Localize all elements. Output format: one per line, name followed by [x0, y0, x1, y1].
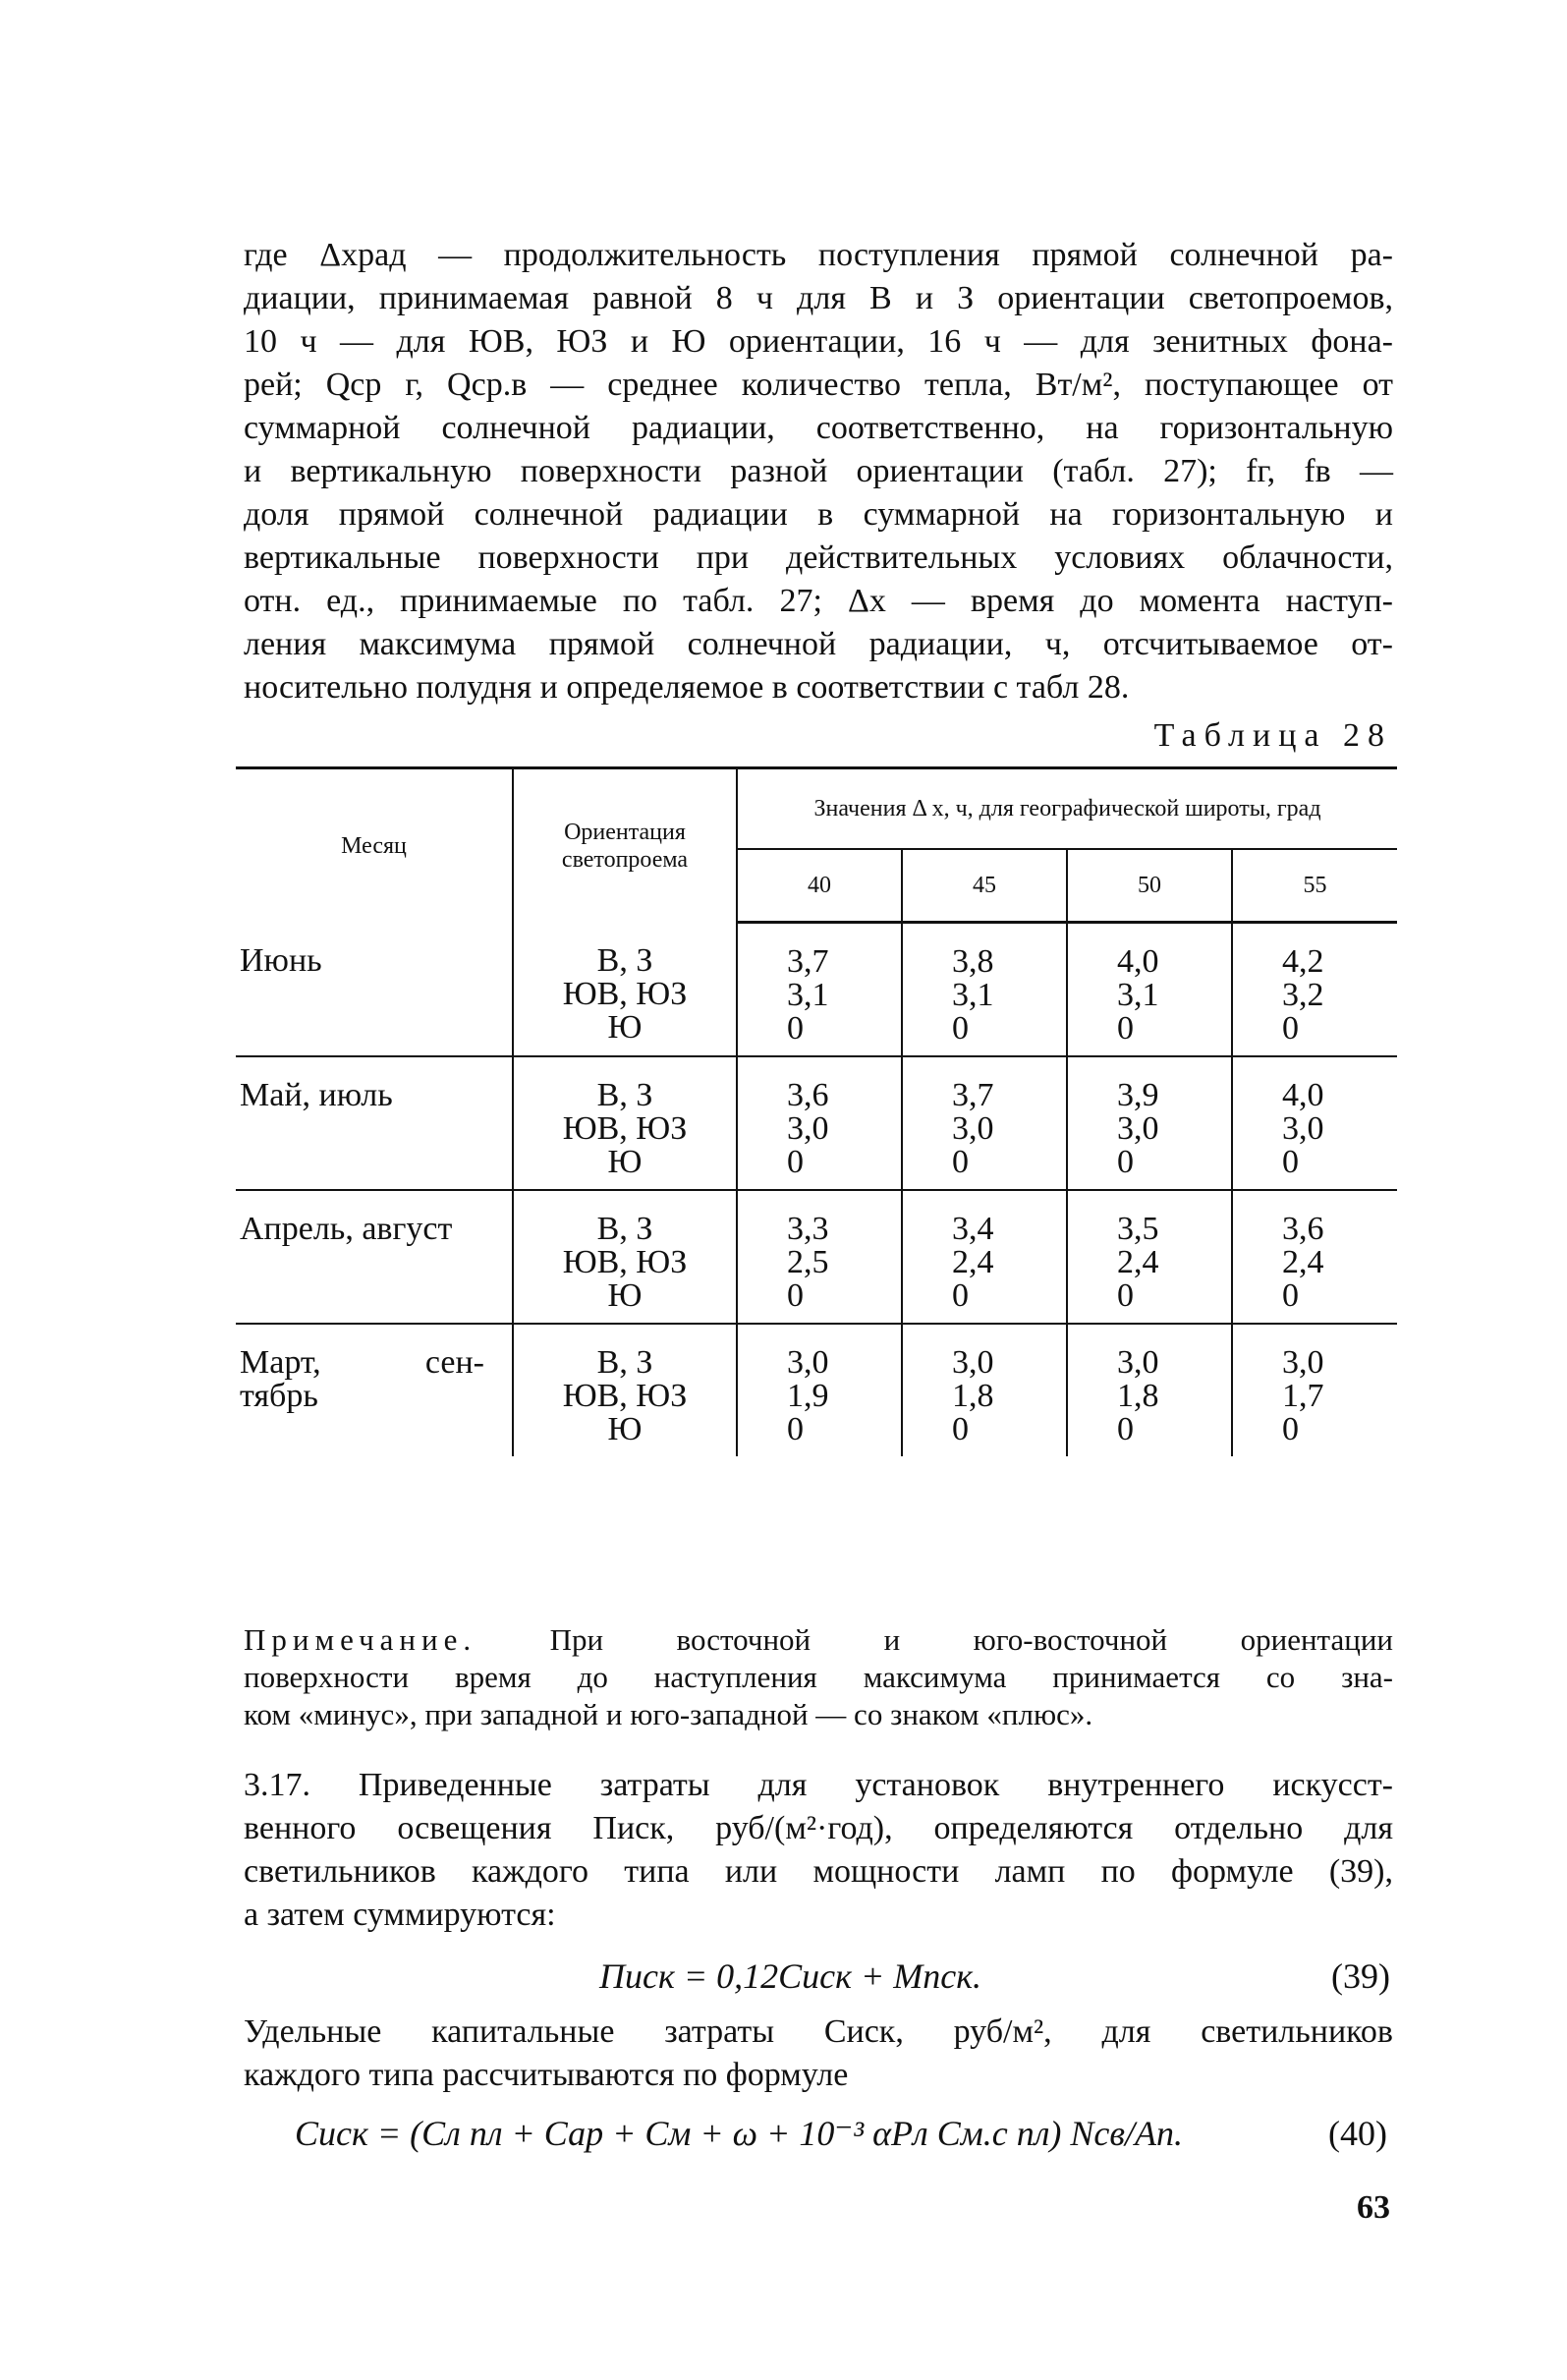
header-latitude: 55	[1232, 849, 1397, 923]
value-cell: 3,8 3,1 0	[902, 923, 1067, 1057]
value-cell: 3,6 2,4 0	[1232, 1190, 1397, 1324]
value-cell: 3,0 1,8 0	[1067, 1324, 1232, 1456]
value-cell: 3,4 2,4 0	[902, 1190, 1067, 1324]
text-line: отн. ед., принимаемые по табл. 27; Δx — время до момента наступ-	[244, 583, 1393, 619]
table-row	[236, 923, 1397, 1057]
header-latitude: 50	[1067, 849, 1232, 923]
table-row	[236, 1056, 1397, 1190]
note-line: ком «минус», при западной и юго-западной — со знаком «плюс».	[244, 1697, 1093, 1731]
text-line: ления максимума прямой солнечной радиации, ч, отсчитываемое от-	[244, 626, 1393, 662]
orientation-cell: В, З ЮВ, ЮЗ Ю	[513, 1190, 737, 1324]
value-cell: 3,3 2,5 0	[737, 1190, 902, 1324]
value-cell: 3,0 1,9 0	[737, 1324, 902, 1456]
formula-40-number: (40)	[1328, 2114, 1387, 2153]
section-40-text	[244, 2011, 1393, 2097]
data-table	[236, 766, 1397, 1456]
table-caption: Таблица 28	[1153, 717, 1392, 754]
value-cell: 4,2 3,2 0	[1232, 923, 1397, 1057]
month-cell: Март, сен- тябрь	[236, 1324, 513, 1456]
text-line: венного освещения Писк, руб/(м²·год), определяются отдельно для	[244, 1810, 1393, 1846]
table-note	[244, 1621, 1393, 1733]
header-latitude: 45	[902, 849, 1067, 923]
text-line: светильников каждого типа или мощности ламп по формуле (39),	[244, 1853, 1393, 1890]
month-cell: Май, июль	[236, 1056, 513, 1190]
value-cell: 4,0 3,1 0	[1067, 923, 1232, 1057]
orientation-cell: В, З ЮВ, ЮЗ Ю	[513, 1324, 737, 1456]
formula-39: Писк = 0,12Сиск + Мпск.	[599, 1956, 982, 1996]
header-latitude: 40	[737, 849, 902, 923]
month-cell: Июнь	[240, 941, 322, 979]
orientation-cell: В, З ЮВ, ЮЗ Ю	[513, 923, 737, 1057]
text-line: где Δxрад — продолжительность поступления прямой солнечной ра-	[244, 237, 1393, 273]
formula-39-number: (39)	[1331, 1956, 1390, 1996]
text-line: доля прямой солнечной радиации в суммарной на горизонтальную и	[244, 496, 1393, 533]
table-row	[236, 1324, 1397, 1456]
value-cell: 4,0 3,0 0	[1232, 1056, 1397, 1190]
note-label: Примечание.	[244, 1622, 477, 1657]
text-line: суммарной солнечной радиации, соответственно, на горизонтальную	[244, 410, 1393, 446]
value-cell: 3,7 3,0 0	[902, 1056, 1067, 1190]
text-line: вертикальные поверхности при действительных условиях облачности,	[244, 539, 1393, 576]
text-line: носительно полудня и определяемое в соответствии с табл 28.	[244, 669, 1130, 706]
note-line: Примечание. При восточной и юго-восточной ориентации	[244, 1622, 1394, 1657]
text-line: и вертикальную поверхности разной ориентации (табл. 27); fг, fв —	[244, 453, 1393, 489]
value-cell: 3,0 1,7 0	[1232, 1324, 1397, 1456]
text-line: Удельные капитальные затраты Сиск, руб/м², для светильников	[244, 2013, 1393, 2050]
intro-paragraph	[244, 234, 1393, 709]
value-cell: 3,5 2,4 0	[1067, 1190, 1232, 1324]
value-cell: 3,0 1,8 0	[902, 1324, 1067, 1456]
text-line: каждого типа рассчитываются по формуле	[244, 2057, 849, 2093]
header-values: Значения Δ x, ч, для географической широты, град	[737, 768, 1397, 850]
value-cell: 3,7 3,1 0	[737, 923, 902, 1057]
month-cell: Апрель, август	[236, 1190, 513, 1324]
header-orientation: Ориентация светопроема	[513, 768, 737, 923]
table-row	[236, 1190, 1397, 1324]
value-cell: 3,6 3,0 0	[737, 1056, 902, 1190]
text-line: диации, принимаемая равной 8 ч для В и З ориентации светопроемов,	[244, 280, 1393, 316]
value-cell: 3,9 3,0 0	[1067, 1056, 1232, 1190]
text-line: 10 ч — для ЮВ, ЮЗ и Ю ориентации, 16 ч — для зенитных фона-	[244, 323, 1393, 360]
text-line: рей; Qср г, Qср.в — среднее количество тепла, Вт/м², поступающее от	[244, 367, 1393, 403]
text-line: 3.17. Приведенные затраты для установок внутреннего искусст-	[244, 1767, 1393, 1803]
formula-40: Сиск = (Сл nл + Сар + См + ω + 10⁻³ αPл См.с nл) Nсв/Aп.	[295, 2114, 1183, 2153]
header-month: Месяц	[236, 768, 513, 923]
text-line: а затем суммируются:	[244, 1897, 556, 1933]
note-line: поверхности время до наступления максимума принимается со зна-	[244, 1660, 1393, 1694]
page-number: 63	[1357, 2189, 1390, 2226]
orientation-cell: В, З ЮВ, ЮЗ Ю	[513, 1056, 737, 1190]
section-3-17	[244, 1764, 1393, 1937]
